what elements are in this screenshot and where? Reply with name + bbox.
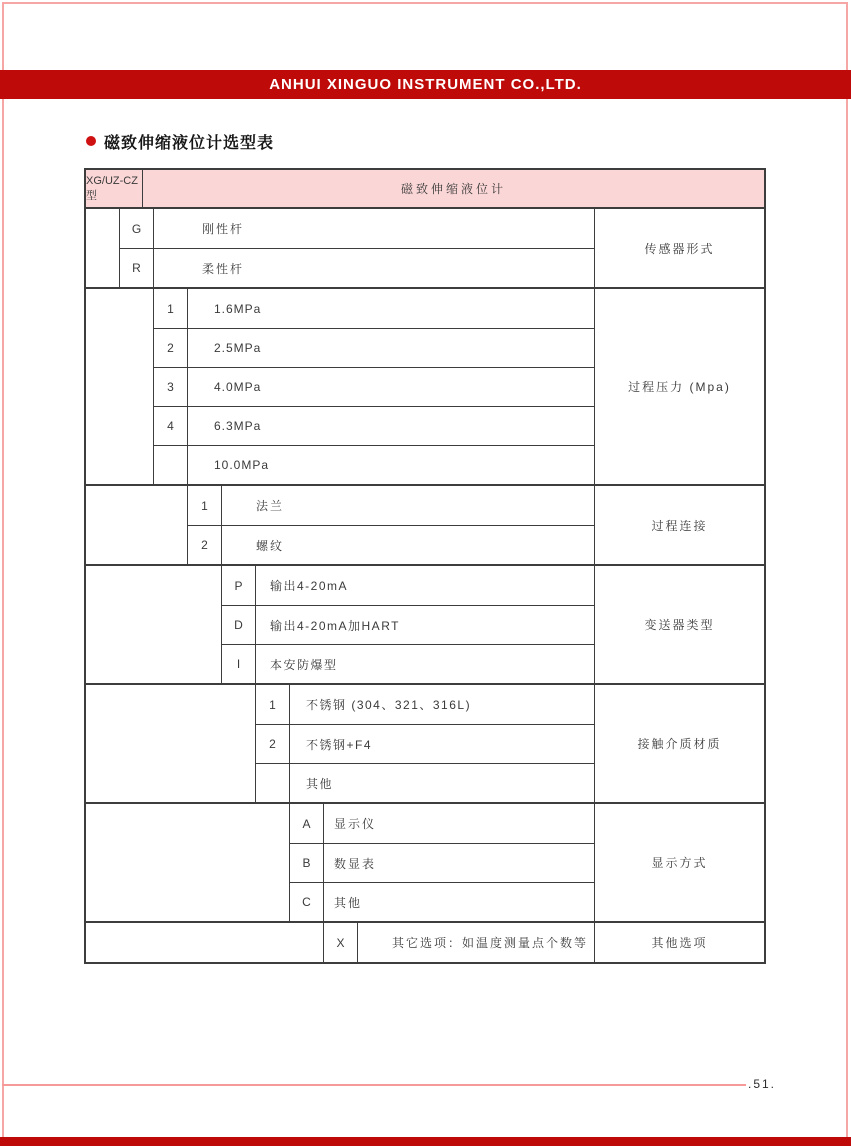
desc-cell: 螺纹 xyxy=(256,538,285,553)
table-section-process-connection xyxy=(86,484,764,564)
table-row xyxy=(290,882,594,921)
table-section-wetted-material xyxy=(86,683,764,802)
company-name: ANHUI XINGUO INSTRUMENT CO.,LTD. xyxy=(269,76,582,93)
section-rows xyxy=(154,289,594,484)
desc-cell: 10.0MPa xyxy=(214,458,270,472)
table-row xyxy=(154,406,594,445)
indent-cell xyxy=(86,804,290,921)
table-row xyxy=(120,209,594,248)
table-row xyxy=(188,486,594,525)
desc-cell: 6.3MPa xyxy=(214,419,262,433)
indent-cell xyxy=(86,486,188,564)
code-cell xyxy=(256,764,290,802)
indent-cell xyxy=(86,289,154,484)
category-cell: 传感器形式 xyxy=(594,209,764,287)
category-cell: 过程连接 xyxy=(594,486,764,564)
category-cell: 其他选项 xyxy=(594,923,764,962)
table-row xyxy=(120,248,594,287)
section-rows xyxy=(120,209,594,287)
table-section-transmitter-type xyxy=(86,564,764,683)
table-section-sensor-form xyxy=(86,207,764,287)
page-number: .51. xyxy=(748,1077,777,1091)
desc-cell: 刚性杆 xyxy=(202,222,245,236)
category-cell: 显示方式 xyxy=(594,804,764,921)
section-left-block xyxy=(86,209,594,287)
model-code-cell: XG/UZ-CZ型 xyxy=(86,170,143,207)
table-header-row xyxy=(86,170,764,207)
indent-cell xyxy=(86,566,222,683)
section-rows xyxy=(324,923,594,962)
desc-cell: 输出4-20mA xyxy=(270,579,349,593)
desc-cell: 其它选项：如温度测量点个数等 xyxy=(392,936,589,950)
desc-cell: 2.5MPa xyxy=(214,341,262,355)
page-title: 磁致伸缩液位计选型表 xyxy=(104,134,275,152)
code-cell: 2 xyxy=(256,725,290,763)
code-cell: 1 xyxy=(256,685,290,724)
code-cell: A xyxy=(290,804,324,843)
table-row xyxy=(222,566,594,605)
desc-cell: 其他 xyxy=(306,776,334,791)
section-rows xyxy=(188,486,594,564)
desc-cell: 数显表 xyxy=(334,856,377,871)
code-cell: G xyxy=(120,209,154,248)
category-cell: 变送器类型 xyxy=(594,566,764,683)
section-rows xyxy=(256,685,594,802)
bottom-bar xyxy=(0,1137,851,1146)
desc-cell: 输出4-20mA加HART xyxy=(270,618,400,633)
table-row xyxy=(154,289,594,328)
selection-table xyxy=(84,168,766,964)
code-cell: 2 xyxy=(154,329,188,367)
table-row xyxy=(290,804,594,843)
category-cell: 过程压力 (Mpa) xyxy=(594,289,764,484)
code-cell: 1 xyxy=(188,486,222,525)
bullet-icon xyxy=(86,136,96,146)
desc-cell: 不锈钢+F4 xyxy=(306,737,373,752)
section-left-block xyxy=(86,566,594,683)
table-row xyxy=(222,605,594,644)
desc-cell: 显示仪 xyxy=(334,817,377,831)
desc-cell: 4.0MPa xyxy=(214,380,262,394)
company-banner xyxy=(0,70,851,99)
code-cell: X xyxy=(324,923,358,962)
table-row xyxy=(188,525,594,564)
code-cell: 1 xyxy=(154,289,188,328)
desc-cell: 法兰 xyxy=(256,499,285,513)
section-title xyxy=(86,129,274,153)
table-section-display-mode xyxy=(86,802,764,921)
desc-cell: 柔性杆 xyxy=(202,261,245,276)
indent-cell xyxy=(86,209,120,287)
code-cell xyxy=(154,446,188,484)
code-cell: I xyxy=(222,645,256,683)
code-cell: P xyxy=(222,566,256,605)
indent-cell xyxy=(86,923,324,962)
section-rows xyxy=(290,804,594,921)
desc-cell: 其他 xyxy=(334,895,363,910)
table-row xyxy=(290,843,594,882)
code-cell: 3 xyxy=(154,368,188,406)
desc-cell: 本安防爆型 xyxy=(270,657,338,672)
desc-cell: 1.6MPa xyxy=(214,301,262,316)
code-cell: B xyxy=(290,844,324,882)
section-left-block xyxy=(86,486,594,564)
code-cell: D xyxy=(222,606,256,644)
table-row xyxy=(324,923,594,962)
table-section-process-pressure xyxy=(86,287,764,484)
desc-cell: 不锈钢 (304、321、316L) xyxy=(306,698,472,712)
section-left-block xyxy=(86,685,594,802)
code-cell: R xyxy=(120,249,154,287)
category-cell: 接触介质材质 xyxy=(594,685,764,802)
table-row xyxy=(154,445,594,484)
footer-rule xyxy=(2,1084,746,1086)
indent-cell xyxy=(86,685,256,802)
section-left-block xyxy=(86,804,594,921)
table-row xyxy=(222,644,594,683)
code-cell: 4 xyxy=(154,407,188,445)
table-row xyxy=(154,328,594,367)
section-rows xyxy=(222,566,594,683)
table-row xyxy=(256,763,594,802)
table-section-other-options xyxy=(86,921,764,962)
table-row xyxy=(256,685,594,724)
code-cell: 2 xyxy=(188,526,222,564)
product-name-cell: 磁致伸缩液位计 xyxy=(400,182,506,196)
section-left-block xyxy=(86,923,594,962)
code-cell: C xyxy=(290,883,324,921)
table-row xyxy=(154,367,594,406)
table-row xyxy=(256,724,594,763)
section-left-block xyxy=(86,289,594,484)
